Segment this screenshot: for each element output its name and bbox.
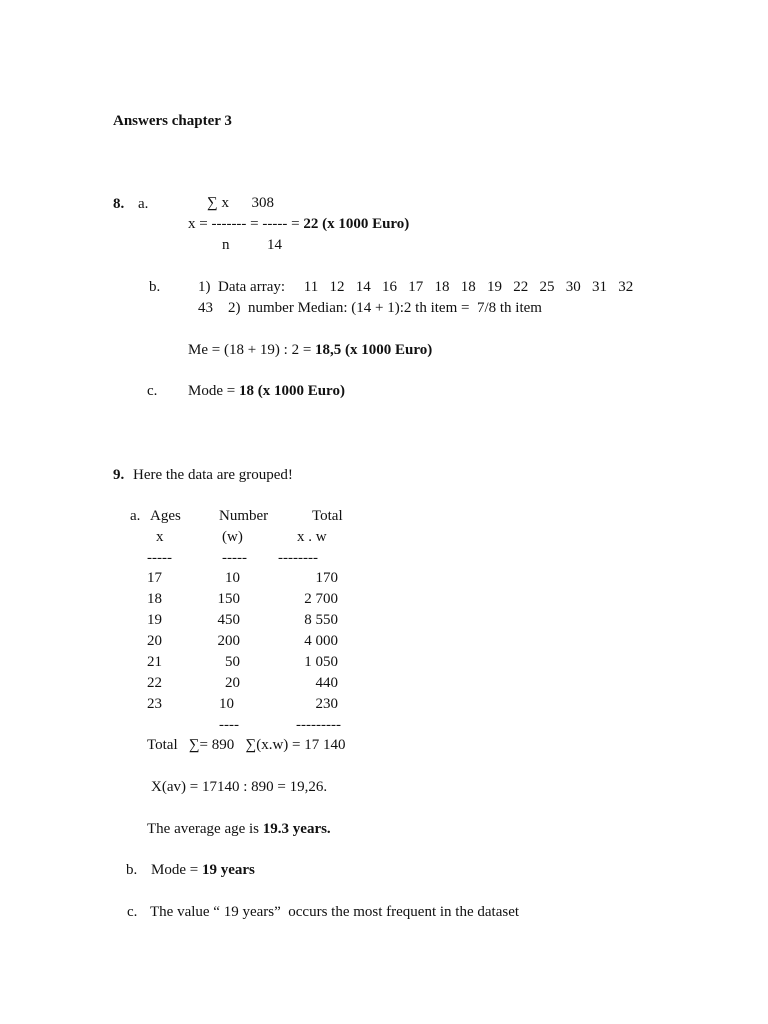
q8a-formula: x = ------- = ----- = bbox=[188, 216, 304, 232]
cell-number: 50 bbox=[225, 654, 240, 670]
cell-number: 10 bbox=[225, 570, 240, 586]
q8-part-a-letter: a. bbox=[138, 196, 149, 212]
q9-intro: Here the data are grouped! bbox=[133, 467, 293, 483]
cell-age: 22 bbox=[147, 675, 162, 691]
q8b-data-array: 1) Data array: 11 12 14 16 17 18 18 19 22 25 30 31 32 bbox=[198, 279, 634, 295]
table-subheader-w: (w) bbox=[222, 529, 243, 545]
cell-age: 17 bbox=[147, 570, 162, 586]
q8a-numerator: ∑ x 308 bbox=[207, 195, 274, 211]
cell-total: 2 700 bbox=[304, 591, 338, 607]
cell-total: 440 bbox=[315, 675, 338, 691]
q8a-denominator: n 14 bbox=[222, 237, 282, 253]
table-divider-number: ----- bbox=[222, 550, 247, 566]
table-subheader-x: x bbox=[156, 529, 164, 545]
cell-total: 4 000 bbox=[304, 633, 338, 649]
cell-number: 450 bbox=[217, 612, 240, 628]
q8c-mode-line bbox=[188, 384, 345, 399]
table-divider-total: -------- bbox=[278, 550, 318, 566]
average-age-label: The average age is bbox=[147, 821, 263, 837]
q8a-formula-line bbox=[188, 217, 409, 232]
q8b-median-position: 43 2) number Median: (14 + 1):2 th item = 7/8 th item bbox=[198, 300, 542, 316]
table-total-row: Total ∑= 890 ∑(x.w) = 17 140 bbox=[147, 737, 346, 753]
cell-total: 230 bbox=[315, 696, 338, 712]
table-header-number: Number bbox=[219, 508, 269, 524]
q8c-mode-label: Mode = bbox=[188, 383, 239, 399]
table-divider-ages: ----- bbox=[147, 550, 172, 566]
cell-total: 1 050 bbox=[304, 654, 338, 670]
q8-part-b-letter: b. bbox=[149, 279, 161, 295]
total-divider-number: ---- bbox=[219, 717, 239, 733]
q8b-median-line bbox=[188, 343, 432, 358]
q9-part-a-letter: a. bbox=[130, 508, 141, 524]
cell-age: 18 bbox=[147, 591, 162, 607]
q8c-mode-result: 18 (x 1000 Euro) bbox=[238, 383, 345, 399]
cell-total: 8 550 bbox=[304, 612, 338, 628]
question-8-number: 8. bbox=[113, 196, 125, 212]
cell-age: 19 bbox=[147, 612, 162, 628]
average-age-line bbox=[147, 822, 331, 837]
q8-part-c-letter: c. bbox=[147, 383, 158, 399]
q9c-statement: The value “ 19 years” occurs the most frequent in the dataset bbox=[150, 904, 520, 920]
cell-number: 20 bbox=[225, 675, 240, 691]
cell-number: 10 bbox=[219, 696, 234, 712]
cell-total: 170 bbox=[315, 570, 338, 586]
q9-part-c-letter: c. bbox=[127, 904, 138, 920]
q9b-mode-line bbox=[151, 863, 255, 878]
q8b-median-result: 18,5 (x 1000 Euro) bbox=[315, 342, 433, 358]
total-divider-total: --------- bbox=[296, 717, 341, 733]
table-header-total: Total bbox=[312, 508, 343, 524]
q9b-mode-label: Mode = bbox=[151, 862, 202, 878]
cell-number: 200 bbox=[217, 633, 240, 649]
question-9-number: 9. bbox=[113, 467, 125, 483]
cell-age: 20 bbox=[147, 633, 162, 649]
q8b-median-formula: Me = (18 + 19) : 2 = bbox=[188, 342, 316, 358]
q9b-mode-value: 19 years bbox=[201, 862, 255, 878]
average-calculation: X(av) = 17140 : 890 = 19,26. bbox=[151, 779, 328, 795]
table-header-ages: Ages bbox=[150, 508, 181, 524]
q9-part-b-letter: b. bbox=[126, 862, 138, 878]
cell-age: 21 bbox=[147, 654, 162, 670]
average-age-value: 19.3 years. bbox=[262, 821, 331, 837]
cell-number: 150 bbox=[217, 591, 240, 607]
q8a-result: 22 (x 1000 Euro) bbox=[303, 216, 410, 232]
table-subheader-xw: x . w bbox=[297, 529, 327, 545]
cell-age: 23 bbox=[147, 696, 162, 712]
page-heading: Answers chapter 3 bbox=[113, 113, 232, 129]
